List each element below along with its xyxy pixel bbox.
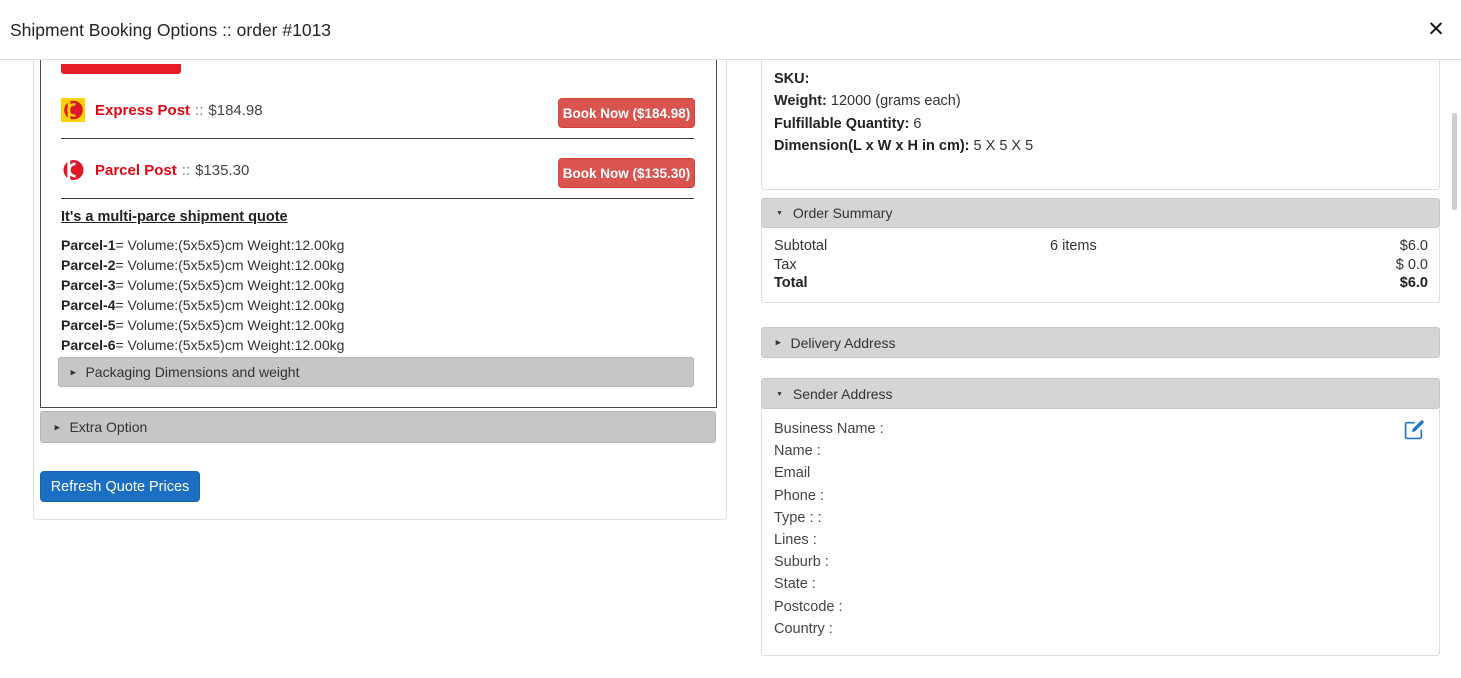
sender-field-business-name: Business Name : xyxy=(774,421,884,437)
packaging-accordion-label: Packaging Dimensions and weight xyxy=(85,364,300,380)
summary-row-subtotal xyxy=(774,237,1428,256)
subtotal-items: 6 items xyxy=(1050,238,1097,254)
parcel-line xyxy=(61,295,661,315)
parcel-detail: = Volume:(5x5x5)cm Weight:12.00kg xyxy=(115,277,345,293)
sender-field-postcode: Postcode : xyxy=(774,598,843,615)
caret-down-icon: ▼ xyxy=(776,209,783,217)
parcel-line xyxy=(61,275,661,295)
extra-option-accordion[interactable] xyxy=(40,411,716,443)
parcel-line xyxy=(61,335,661,355)
multi-parcel-heading: It's a multi-parce shipment quote xyxy=(61,209,288,225)
order-summary-header[interactable] xyxy=(761,198,1440,228)
carrier-price: $135.30 xyxy=(195,161,250,179)
sender-field-name: Name : xyxy=(774,443,821,460)
parcel-detail: = Volume:(5x5x5)cm Weight:12.00kg xyxy=(115,317,345,333)
subtotal-label: Subtotal xyxy=(774,238,828,254)
sender-field-suburb: Suburb : xyxy=(774,554,829,571)
sender-field-lines: Lines : xyxy=(774,532,817,549)
subtotal-amount: $6.0 xyxy=(1399,238,1428,254)
parcel-label: Parcel-3 xyxy=(61,277,116,293)
close-icon[interactable]: ✕ xyxy=(1427,18,1445,41)
weight-line xyxy=(774,90,1427,112)
sender-address-header[interactable] xyxy=(761,378,1440,409)
total-label: Total xyxy=(774,275,808,291)
parcel-detail: = Volume:(5x5x5)cm Weight:12.00kg xyxy=(115,297,345,313)
australia-post-express-icon xyxy=(61,98,85,122)
parcel-line xyxy=(61,255,661,275)
summary-row-tax xyxy=(774,256,1428,275)
quantity-value: 6 xyxy=(909,115,922,132)
tax-amount: $ 0.0 xyxy=(1395,256,1428,273)
carrier-name: Express Post xyxy=(95,101,191,119)
row-divider xyxy=(61,198,694,199)
carrier-separator: :: xyxy=(181,161,191,179)
summary-row-total xyxy=(774,274,1428,293)
quantity-line xyxy=(774,113,1427,135)
sender-field-email: Email xyxy=(774,465,811,482)
sender-field-state: State : xyxy=(774,576,816,593)
sku-line xyxy=(774,68,1427,90)
tax-label: Tax xyxy=(774,256,797,273)
sender-address-body xyxy=(761,409,1440,656)
parcel-detail: = Volume:(5x5x5)cm Weight:12.00kg xyxy=(115,237,345,253)
modal-title: Shipment Booking Options :: order #1013 xyxy=(10,20,332,40)
row-divider xyxy=(61,138,694,139)
parcel-detail: = Volume:(5x5x5)cm Weight:12.00kg xyxy=(115,337,345,353)
delivery-address-header[interactable] xyxy=(761,327,1440,358)
extra-option-label: Extra Option xyxy=(69,419,148,435)
parcel-label: Parcel-4 xyxy=(61,297,116,313)
edit-icon[interactable] xyxy=(1404,419,1425,440)
book-now-button-express[interactable]: Book Now ($184.98) xyxy=(558,98,695,128)
parcel-list xyxy=(61,235,661,355)
sku-label: SKU: xyxy=(774,71,810,87)
parcel-label: Parcel-1 xyxy=(61,237,116,253)
parcel-label: Parcel-2 xyxy=(61,257,116,273)
parcel-line xyxy=(61,235,661,255)
carrier-name: Parcel Post xyxy=(95,161,177,179)
australia-post-parcel-icon xyxy=(61,158,85,182)
weight-value: 12000 (grams each) xyxy=(826,93,961,110)
caret-right-icon: ▶ xyxy=(775,339,781,347)
dimension-value: 5 X 5 X 5 xyxy=(969,138,1034,155)
product-details-panel xyxy=(761,60,1440,190)
parcel-label: Parcel-6 xyxy=(61,337,116,353)
caret-down-icon: ▼ xyxy=(776,389,783,398)
total-amount: $6.0 xyxy=(1399,275,1428,291)
dimension-line xyxy=(774,135,1427,157)
caret-right-icon: ▶ xyxy=(54,423,60,432)
caret-right-icon: ▶ xyxy=(70,368,76,377)
carrier-price: $184.98 xyxy=(208,101,263,119)
order-summary-label: Order Summary xyxy=(792,205,893,221)
parcel-line xyxy=(61,315,661,335)
order-summary-body xyxy=(761,228,1440,303)
sender-address-label: Sender Address xyxy=(792,385,893,402)
sender-field-country: Country : xyxy=(774,620,833,637)
refresh-quote-prices-button[interactable]: Refresh Quote Prices xyxy=(40,471,200,502)
vertical-scrollbar-thumb[interactable] xyxy=(1452,113,1457,210)
partial-red-button[interactable] xyxy=(61,64,181,74)
weight-label: Weight: xyxy=(774,93,827,110)
dimension-label: Dimension(L x W x H in cm): xyxy=(774,138,970,155)
parcel-detail: = Volume:(5x5x5)cm Weight:12.00kg xyxy=(115,257,345,273)
sender-field-type: Type : : xyxy=(774,509,822,526)
carrier-separator: :: xyxy=(195,101,204,119)
book-now-button-parcel[interactable]: Book Now ($135.30) xyxy=(558,158,695,188)
total-middle xyxy=(1050,274,1400,293)
packaging-dimensions-accordion[interactable] xyxy=(58,357,694,387)
parcel-label: Parcel-5 xyxy=(61,317,116,333)
tax-middle xyxy=(1050,256,1396,275)
delivery-address-label: Delivery Address xyxy=(790,334,896,351)
quantity-label: Fulfillable Quantity: xyxy=(774,115,910,132)
sender-field-phone: Phone : xyxy=(774,487,824,504)
